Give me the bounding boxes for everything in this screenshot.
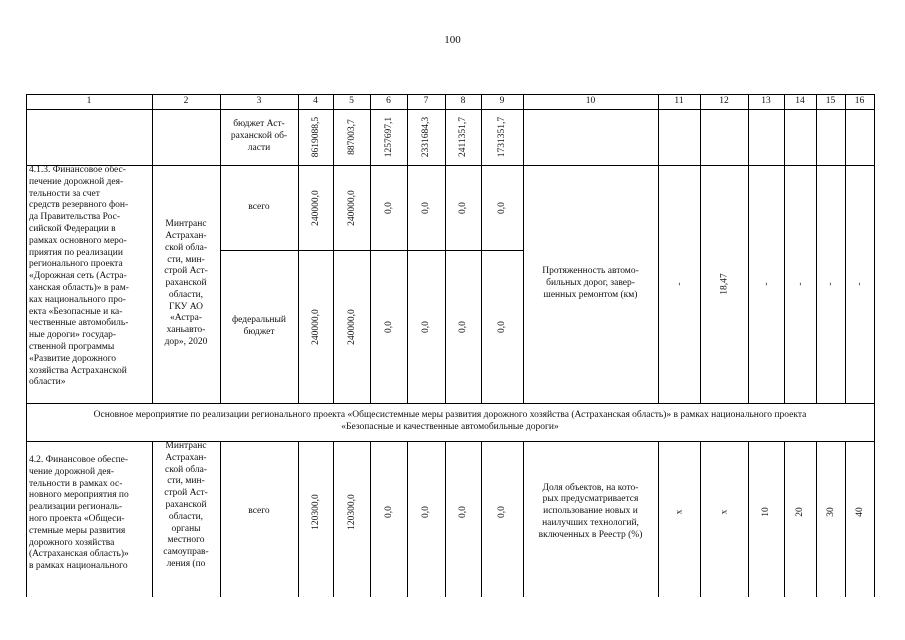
value-cell: 1731351,7 — [497, 116, 508, 158]
indicator-value: 30 — [825, 507, 836, 517]
table-rule — [481, 94, 482, 403]
column-header-2: 2 — [183, 96, 189, 106]
table-rule — [784, 441, 785, 597]
table-rule — [370, 94, 371, 403]
value-cell: 0,0 — [420, 320, 431, 333]
value-cell: 0,0 — [383, 320, 394, 333]
table-rule — [845, 94, 846, 403]
executor: Минтранс Астрахан- ской обла- сти, мин- строй Аст- раханской области, ГКУ АО «Астра- ханьавто- дор», 2020 — [164, 219, 208, 348]
value-cell: 887003,7 — [346, 119, 357, 155]
column-header-4: 4 — [313, 96, 318, 106]
column-header-10: 10 — [585, 96, 596, 106]
indicator-name: Доля объектов, на кото- рых предусматривается использование новых и наилучших технологий, включенных в Реестр (%) — [538, 482, 643, 540]
table-rule — [333, 94, 334, 403]
column-header-5: 5 — [349, 96, 354, 106]
table-rule — [407, 441, 408, 597]
funding-source: всего — [248, 506, 270, 517]
table-rule — [784, 94, 785, 403]
table-rule — [658, 441, 659, 597]
indicator-value: - — [854, 282, 865, 286]
table-rule — [816, 94, 817, 403]
indicator-value: - — [761, 282, 772, 286]
value-cell: 240000,0 — [346, 189, 357, 226]
table-rule — [370, 441, 371, 597]
indicator-value: х — [718, 509, 729, 515]
value-cell: 0,0 — [420, 506, 431, 518]
value-cell: 240000,0 — [310, 308, 321, 345]
table-rule — [845, 441, 846, 597]
value-cell: 0,0 — [420, 201, 431, 214]
table-rule — [481, 441, 482, 597]
funding-source: всего — [248, 201, 270, 212]
table-rule — [298, 94, 299, 403]
indicator-name: Протяженность автомо- бильных дорог, завер- шенных ремонтом (км) — [542, 266, 639, 300]
indicator-value: 10 — [760, 507, 771, 517]
value-cell: 2331684,3 — [421, 116, 432, 158]
table-rule — [445, 94, 446, 403]
table-rule — [816, 441, 817, 597]
value-cell: 0,0 — [496, 506, 507, 518]
table-rule — [874, 94, 875, 597]
value-cell: 0,0 — [457, 506, 468, 518]
column-header-11: 11 — [674, 96, 684, 106]
table-rule — [748, 441, 749, 597]
value-cell: 240000,0 — [310, 189, 321, 226]
value-cell: 1257697,1 — [383, 116, 394, 158]
table-rule — [658, 94, 659, 403]
table-rule — [407, 94, 408, 403]
value-cell: 120300,0 — [310, 494, 321, 530]
value-cell: 0,0 — [383, 506, 394, 518]
table-rule — [26, 109, 874, 110]
column-header-7: 7 — [423, 96, 429, 106]
column-header-9: 9 — [499, 96, 505, 106]
indicator-value: 18,47 — [719, 273, 730, 295]
column-header-3: 3 — [256, 96, 262, 106]
table-rule — [333, 441, 334, 597]
indicator-value: - — [795, 282, 806, 286]
executor: Минтранс Астрахан- ской обла- сти, мин- строй Аст- раханской области, органы местного самоуправ- ления (по — [163, 441, 209, 569]
table-rule — [700, 94, 701, 403]
column-header-8: 8 — [460, 96, 466, 106]
indicator-value: 20 — [794, 507, 805, 517]
value-cell: 120300,0 — [346, 494, 357, 530]
column-header-15: 15 — [825, 96, 836, 106]
table-rule — [445, 441, 446, 597]
value-cell: 8619088,5 — [310, 116, 321, 158]
measure-name: 4.1.3. Финансовое обес- печение дорожной дея- тельности за счет средств резервного фон- да Правительства Рос- сийской Федерации в рамках основного меро- приятия по реализации регионального проекта «Дорожная сеть (Астра- ханская область)» в рам- ках национального про- екта «Безопасные и ка- чественные автомобиль- ные дороги» государ- ственной программы «Развитие дорожного хозяйства Астраханской области» — [29, 165, 129, 388]
table-rule — [748, 94, 749, 403]
column-header-1: 1 — [86, 96, 92, 106]
funding-source: бюджет Аст- раханской об- ласти — [230, 119, 288, 153]
table-rule — [700, 441, 701, 597]
indicator-value: х — [673, 509, 684, 515]
value-cell: 0,0 — [383, 201, 394, 214]
column-header-12: 12 — [719, 96, 729, 106]
section-header: Основное мероприятие по реализации регионального проекта «Общесистемные меры развития дорожного хозяйства (Астраханская область)» в рамках национального проекта «Безопасные и качественные автомобильные дороги» — [93, 410, 807, 432]
indicator-value: 40 — [854, 507, 865, 517]
page-number: 100 — [444, 34, 461, 46]
value-cell: 2411351,7 — [458, 116, 469, 158]
column-header-13: 13 — [761, 96, 771, 106]
column-header-14: 14 — [795, 96, 805, 106]
value-cell: 0,0 — [457, 201, 468, 214]
column-header-16: 16 — [854, 96, 865, 106]
column-header-6: 6 — [386, 96, 391, 106]
indicator-value: - — [825, 282, 836, 286]
value-cell: 0,0 — [457, 320, 468, 333]
indicator-value: - — [674, 282, 685, 286]
funding-source: федеральный бюджет — [232, 314, 286, 337]
value-cell: 240000,0 — [346, 308, 357, 345]
measure-name: 4.2. Финансовое обеспе- чение дорожной дея- тельности в рамках ос- новного мероприятия по реализации региональ- ного проекта «Общеси- стемные меры развития дорожного хозяйства (Астраханская область)» в рамках национального — [29, 455, 129, 572]
table-rule — [298, 441, 299, 597]
value-cell: 0,0 — [496, 201, 507, 214]
value-cell: 0,0 — [496, 320, 507, 333]
